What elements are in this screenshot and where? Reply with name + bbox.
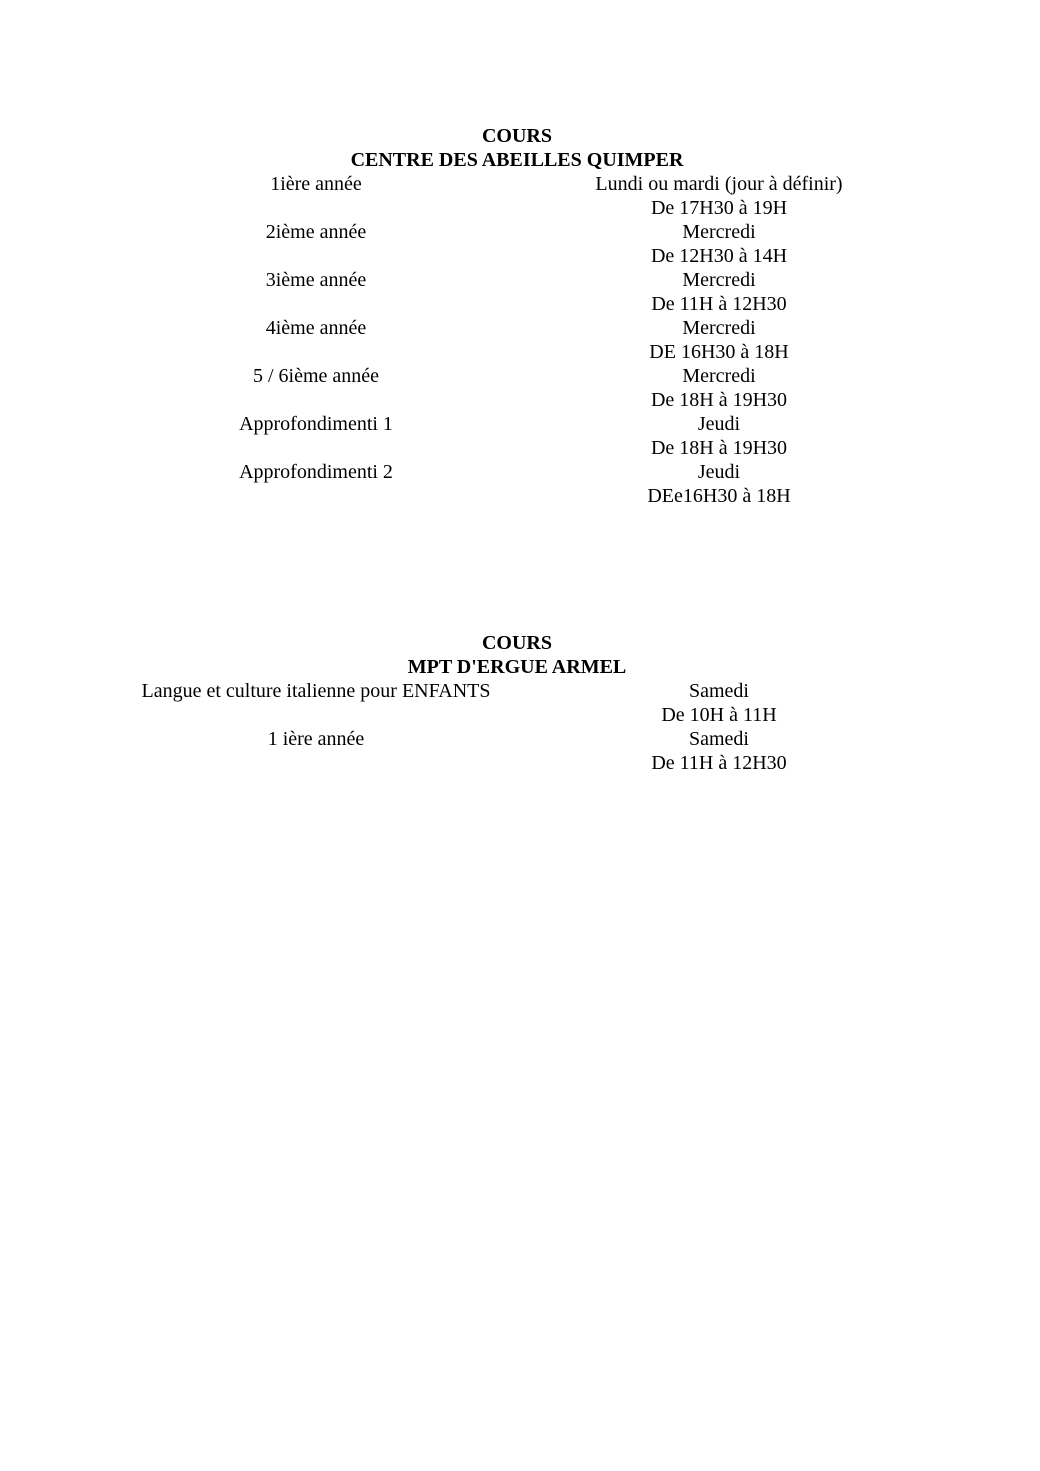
course-time: De 18H à 19H30: [650, 437, 788, 459]
course-day: Samedi: [689, 680, 749, 702]
course-time: De 11H à 12H30: [651, 293, 787, 315]
course-day: Lundi ou mardi (jour à définir): [595, 173, 843, 195]
schedule-row: [0, 679, 1040, 727]
course-name: 3ième année: [265, 269, 367, 291]
schedule-row: [0, 364, 1040, 412]
schedule-section-abeilles: [0, 124, 1040, 508]
schedule-row: [0, 316, 1040, 364]
section-location: CENTRE DES ABEILLES QUIMPER: [350, 149, 684, 171]
section-location: MPT D'ERGUE ARMEL: [407, 656, 627, 678]
course-day: Mercredi: [682, 221, 756, 243]
course-name: 2ième année: [265, 221, 367, 243]
course-time: DEe16H30 à 18H: [647, 485, 791, 507]
section-title: COURS: [481, 125, 552, 147]
course-name: Approfondimenti 2: [239, 461, 393, 483]
course-name: 1ière année: [270, 173, 362, 195]
course-day: Jeudi: [697, 461, 741, 483]
course-name: 1 ière année: [267, 728, 365, 750]
course-name: 4ième année: [265, 317, 367, 339]
course-name: Approfondimenti 1: [239, 413, 393, 435]
schedule-row: [0, 172, 1040, 220]
schedule-row: [0, 220, 1040, 268]
course-time: DE 16H30 à 18H: [649, 341, 789, 363]
course-time: De 10H à 11H: [661, 704, 777, 726]
course-time: De 17H30 à 19H: [650, 197, 788, 219]
section-title: COURS: [481, 632, 552, 654]
schedule-row: [0, 412, 1040, 460]
course-time: De 12H30 à 14H: [650, 245, 788, 267]
course-time: De 18H à 19H30: [650, 389, 788, 411]
course-time: De 11H à 12H30: [651, 752, 787, 774]
schedule-row: [0, 268, 1040, 316]
course-name: Langue et culture italienne pour ENFANTS: [141, 680, 491, 702]
schedule-row: [0, 727, 1040, 775]
course-day: Mercredi: [682, 269, 756, 291]
course-day: Jeudi: [697, 413, 741, 435]
course-day: Mercredi: [682, 317, 756, 339]
course-day: Mercredi: [682, 365, 756, 387]
course-name: 5 / 6ième année: [252, 365, 380, 387]
schedule-section-ergue-armel: [0, 631, 1040, 775]
course-day: Samedi: [689, 728, 749, 750]
schedule-row: [0, 460, 1040, 508]
